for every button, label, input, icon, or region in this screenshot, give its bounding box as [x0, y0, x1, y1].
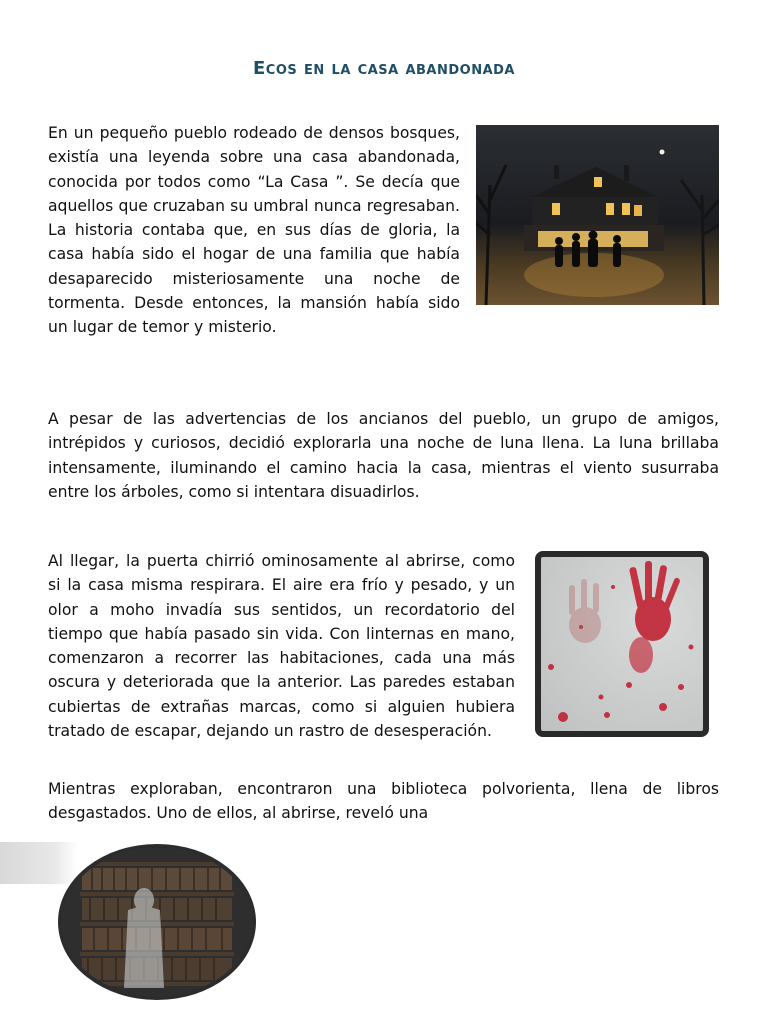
- document-title: Ecos en la casa abandonada: [253, 58, 515, 79]
- paragraph-1: [48, 121, 719, 340]
- paragraph-2-text: A pesar de las advertencias de los ancianos del pueblo, un grupo de amigos, intrépidos y curiosos, decidió explorarla una noche de luna llena. La luna brillaba intensamente, iluminando el camino hacia la casa, mientras el viento susurraba entre los árboles, como si intentara disuadirlos.: [48, 410, 719, 501]
- decorative-shadow: [0, 842, 78, 884]
- paragraph-2: [48, 407, 719, 504]
- bloody-handprint-image: [535, 551, 709, 737]
- haunted-house-image: [476, 125, 719, 305]
- paragraph-4-text: Mientras exploraban, encontraron una biblioteca polvorienta, llena de libros desgastados. Uno de ellos, al abrirse, reveló una: [48, 780, 719, 823]
- paragraph-4: [48, 777, 719, 826]
- paragraph-1-text: En un pequeño pueblo rodeado de densos bosques, existía una leyenda sobre una casa abandonada, conocida por todos como “La Casa ”. Se decía que aquellos que cruzaban su umbral nunca regresaban. La historia contaba que, en sus días de gloria, la casa había sido el hogar de una familia que había desaparecido misteriosamente una noche de tormenta. Desde entonces, la mansión había sido un lugar de temor y misterio.: [48, 124, 460, 337]
- paragraph-3: [48, 549, 719, 743]
- paragraph-3-text: Al llegar, la puerta chirrió ominosamente al abrirse, como si la casa misma respirara. El aire era frío y pesado, y un olor a moho invadía sus sentidos, un recordatorio del tiempo que había pasado sin vida. Con linternas en mano, comenzaron a recorrer las habitaciones, cada una más oscura y deteriorada que la anterior. Las paredes estaban cubiertas de extrañas marcas, como si alguien hubiera tratado de escapar, dejando un rastro de desesperación.: [48, 552, 515, 741]
- ghost-library-image: [58, 844, 256, 1000]
